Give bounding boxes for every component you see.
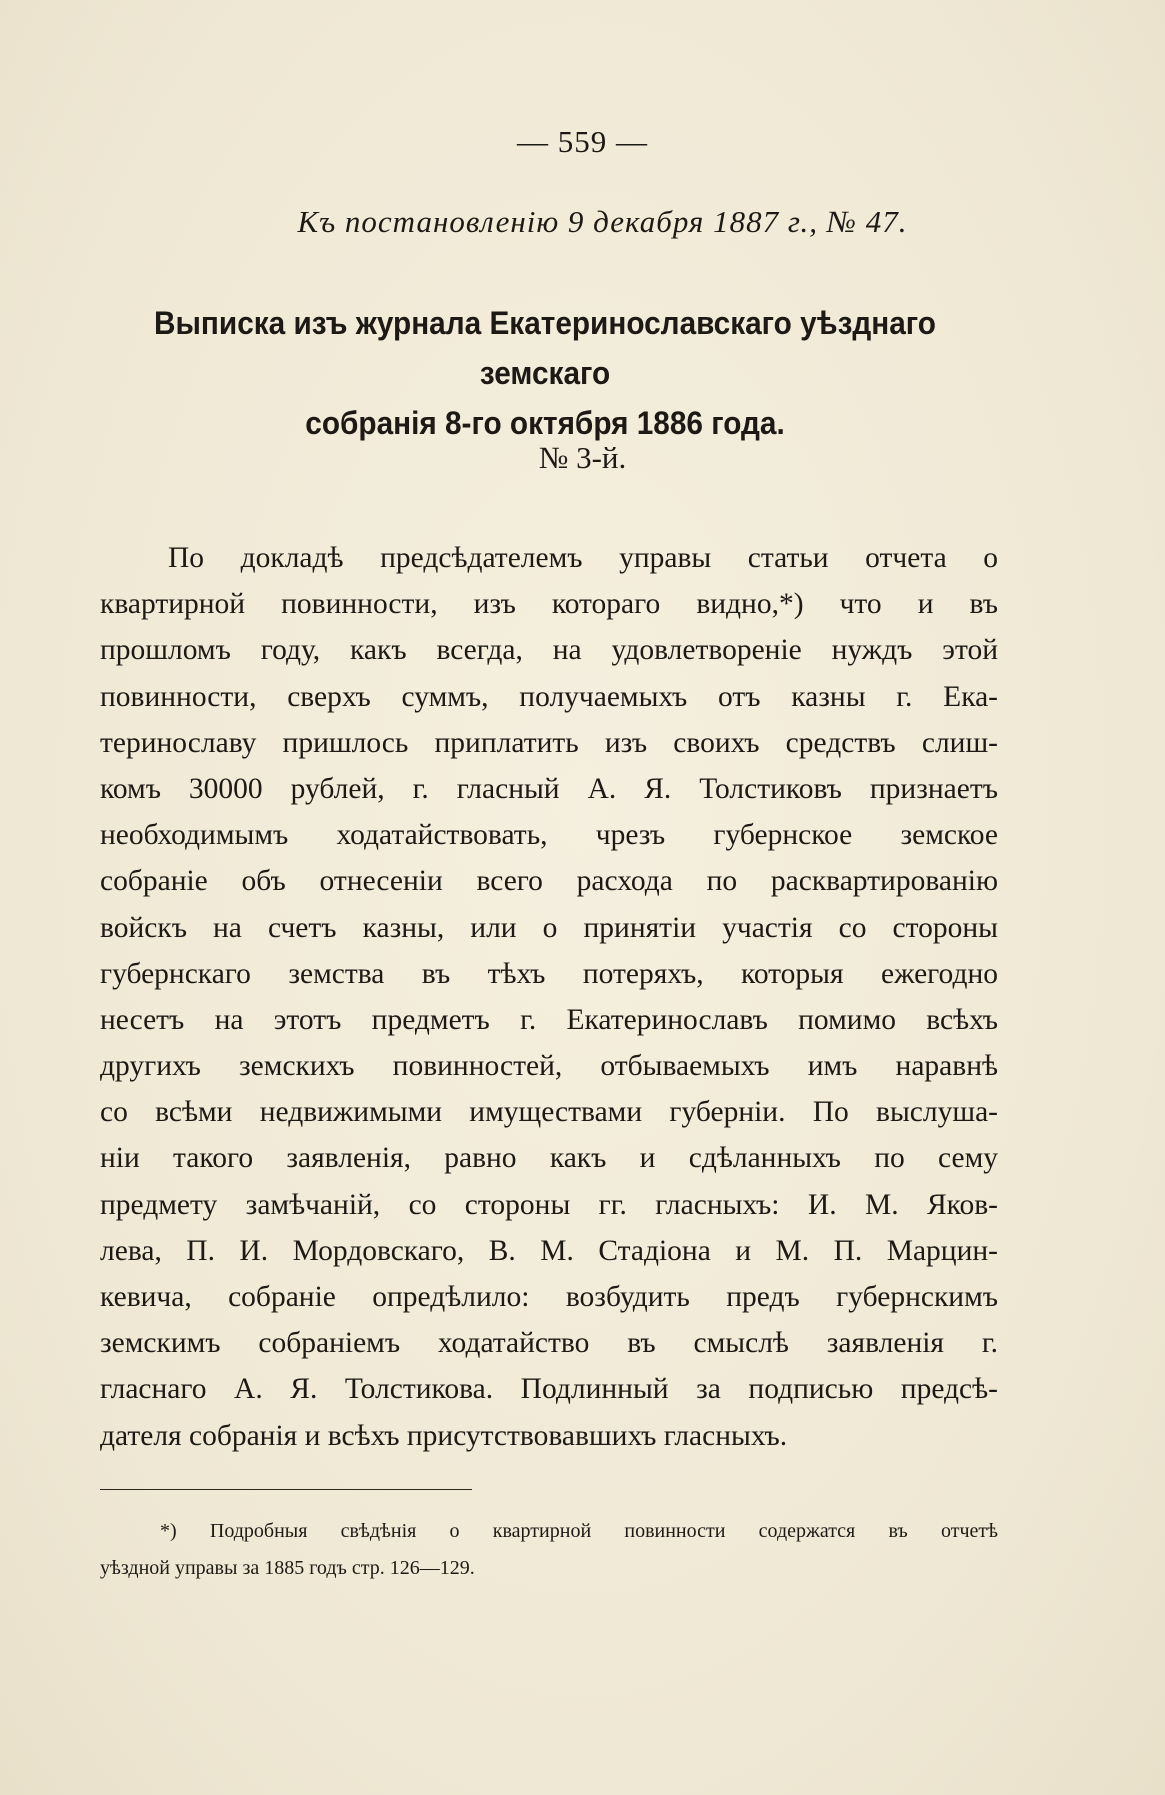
body-line: комъ 30000 рублей, г. гласный А. Я. Толстиковъ признаетъ xyxy=(100,772,998,805)
body-line: гласнаго А. Я. Толстикова. Подлинный за подписью предсѣ- xyxy=(100,1373,998,1406)
footnote xyxy=(100,1513,998,1587)
body-line: теринославу пришлось приплатить изъ своихъ средствъ слиш- xyxy=(100,726,998,759)
body-line: кевича, собраніе опредѣлило: возбудить предъ губернскимъ xyxy=(100,1281,998,1313)
body-line: собраніе объ отнесеніи всего расхода по расквартированію xyxy=(100,865,998,898)
body-line: несетъ на этотъ предметъ г. Екатеринославъ помимо всѣхъ xyxy=(100,1003,998,1036)
page-number: — 559 — xyxy=(517,124,648,159)
resolution-reference: Къ постановленію 9 декабря 1887 г., № 47. xyxy=(297,204,908,239)
body-line: повинности, сверхъ суммъ, получаемыхъ отъ казны г. Ека- xyxy=(100,680,998,713)
heading-line-1: Выписка изъ журнала Екатеринославскаго уѣзднаго земскаго xyxy=(154,305,936,391)
body-line: дателя собранія и всѣхъ присутствовавшихъ гласныхъ. xyxy=(100,1419,788,1452)
body-line: предмету замѣчаній, со стороны гг. гласныхъ: И. М. Яков- xyxy=(100,1188,998,1221)
footnote-line: уѣздной управы за 1885 годъ стр. 126—129. xyxy=(100,1557,475,1579)
body-line: со всѣми недвижимыми имуществами губерніи. По выслуша- xyxy=(100,1096,998,1129)
footnote-line: *) Подробныя свѣдѣнія о квартирной повинности содержатся въ отчетѣ xyxy=(160,1520,998,1542)
document-heading xyxy=(131,298,959,448)
body-line: прошломъ году, какъ всегда, на удовлетвореніе нуждъ этой xyxy=(100,634,998,667)
heading-line-2: собранія 8-го октября 1886 года. xyxy=(305,405,785,441)
item-number: № 3-й. xyxy=(538,440,627,475)
body-line: губернскаго земства въ тѣхъ потеряхъ, которыя ежегодно xyxy=(100,957,998,990)
body-line: ніи такого заявленія, равно какъ и сдѣланныхъ по сему xyxy=(100,1142,998,1175)
body-line: лева, П. И. Мордовскаго, В. М. Стадіона и М. П. Марцин- xyxy=(100,1234,998,1267)
body-line: По докладѣ предсѣдателемъ управы статьи отчета о xyxy=(168,542,998,574)
body-paragraph xyxy=(100,535,998,1459)
body-line: необходимымъ ходатайствовать, чрезъ губернское земское xyxy=(100,819,998,852)
body-line: войскъ на счетъ казны, или о принятіи участія со стороны xyxy=(100,911,998,944)
footnote-divider xyxy=(100,1489,472,1490)
body-line: квартирной повинности, изъ котораго видно,*) что и въ xyxy=(100,588,998,621)
body-line: другихъ земскихъ повинностей, отбываемыхъ имъ наравнѣ xyxy=(100,1050,998,1083)
body-line: земскимъ собраніемъ ходатайство въ смыслѣ заявленія г. xyxy=(100,1327,998,1360)
